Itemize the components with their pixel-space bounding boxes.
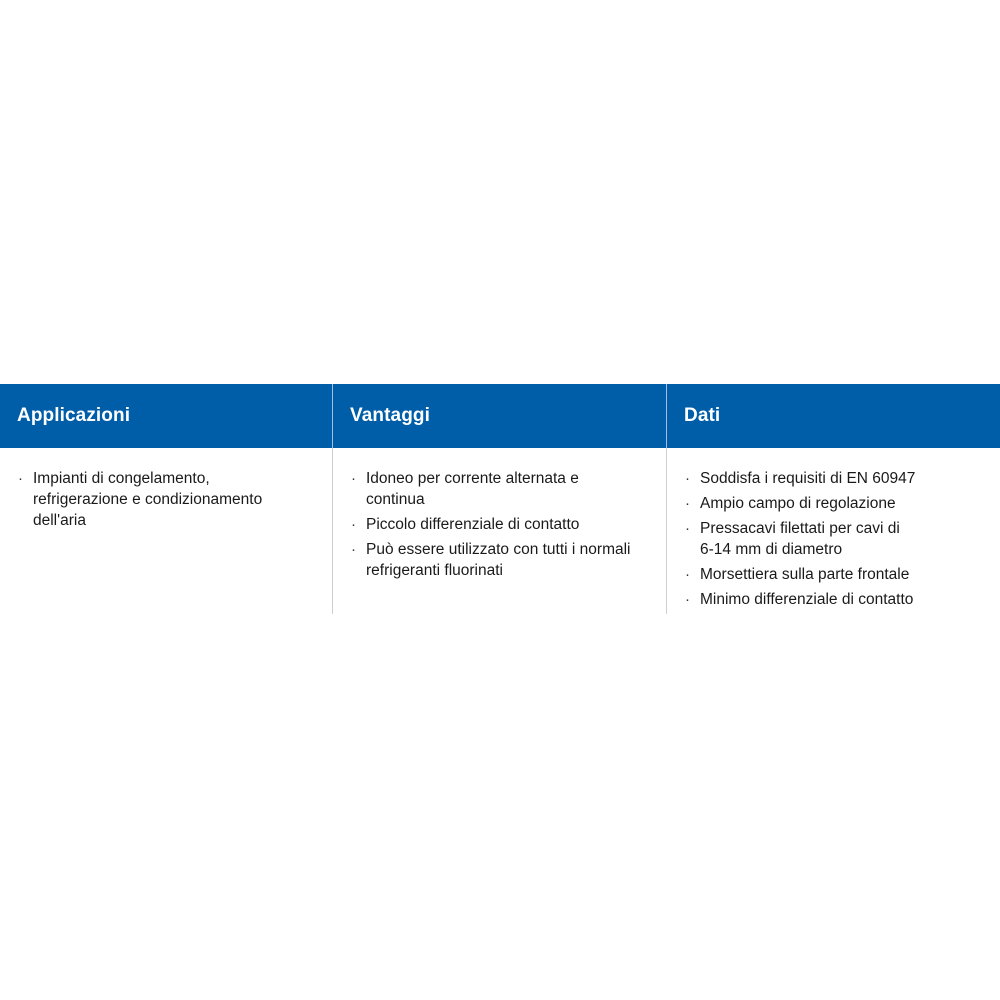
list-item-text: Idoneo per corrente alternata e continua: [366, 470, 579, 508]
vantaggi-list: [333, 468, 667, 581]
list-item-text: Minimo differenziale di contatto: [700, 591, 914, 608]
list-item-text: Piccolo differenziale di contatto: [366, 516, 580, 533]
list-item: [667, 468, 1000, 489]
list-item-text: Soddisfa i requisiti di EN 60947: [700, 470, 916, 487]
list-item: [0, 468, 300, 531]
bullet-icon: ·: [351, 541, 356, 558]
table-body-row: [0, 448, 1000, 614]
applicazioni-list: [0, 468, 333, 531]
bullet-icon: ·: [685, 470, 690, 487]
list-item: [667, 564, 1000, 585]
list-item: [333, 468, 623, 510]
list-item-text: Può essere utilizzato con tutti i normali refrigeranti fluorinati: [366, 541, 631, 579]
list-item-text: Morsettiera sulla parte frontale: [700, 566, 910, 583]
list-item-text: Ampio campo di regolazione: [700, 495, 896, 512]
table-header-row: [0, 384, 1000, 448]
column-applicazioni: [0, 448, 333, 614]
column-dati: [667, 448, 1000, 614]
list-item: [667, 518, 917, 560]
features-table: [0, 384, 1000, 614]
bullet-icon: ·: [18, 470, 23, 487]
dati-list: [667, 468, 1000, 610]
header-dati: Dati: [684, 405, 721, 426]
list-item: [667, 493, 1000, 514]
column-vantaggi: [333, 448, 667, 614]
list-item: [667, 589, 1000, 610]
bullet-icon: ·: [685, 520, 690, 537]
header-vantaggi: Vantaggi: [333, 384, 667, 448]
list-item-text: Impianti di congelamento, refrigerazione e condizionamento dell'aria: [33, 470, 263, 529]
header-applicazioni: Applicazioni: [0, 384, 333, 448]
list-item: [333, 514, 667, 535]
bullet-icon: ·: [685, 591, 690, 608]
bullet-icon: ·: [351, 516, 356, 533]
bullet-icon: ·: [351, 470, 356, 487]
bullet-icon: ·: [685, 566, 690, 583]
bullet-icon: ·: [685, 495, 690, 512]
list-item: [333, 539, 667, 581]
list-item-text: Pressacavi filettati per cavi di 6-14 mm di diametro: [700, 520, 900, 558]
